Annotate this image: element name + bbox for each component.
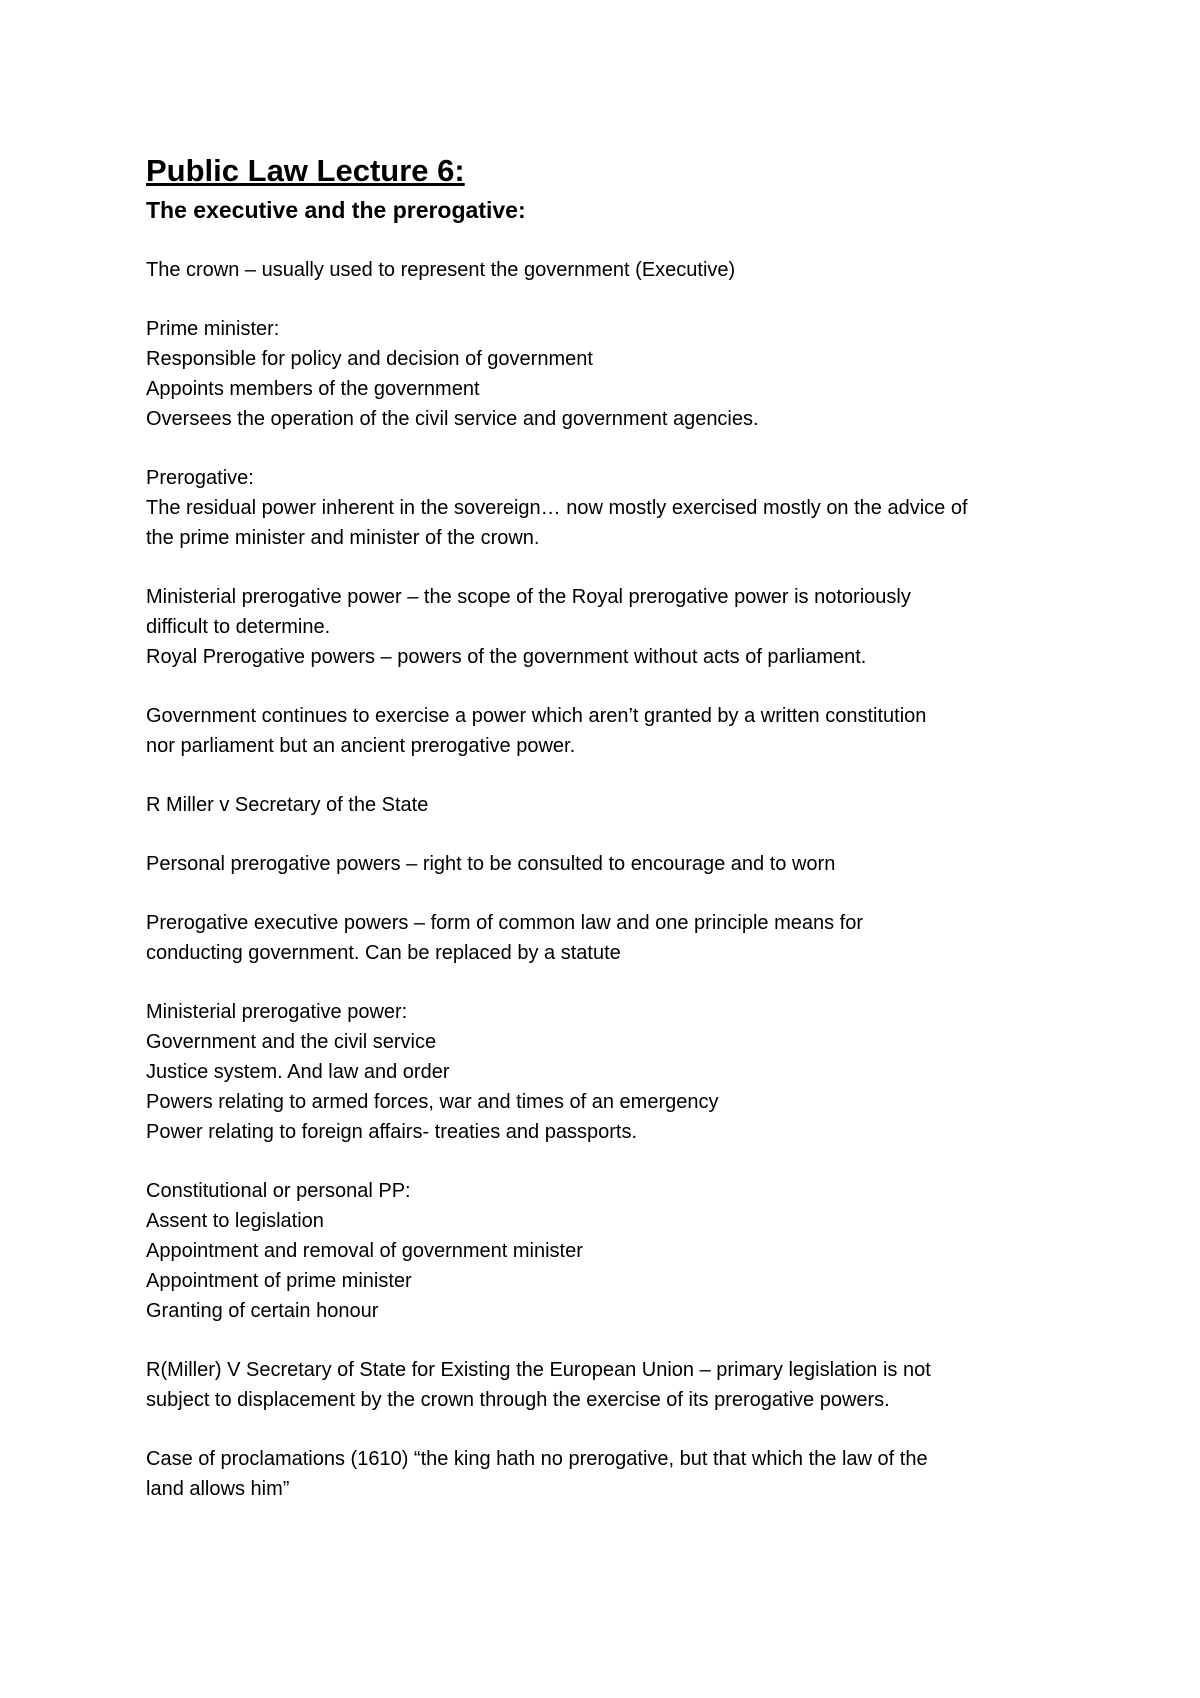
government-continues-line: nor parliament but an ancient prerogative power. <box>146 735 576 757</box>
miller-eu-line: R(Miller) V Secretary of State for Existing the European Union – primary legislation is not <box>146 1359 931 1381</box>
proclamations-line: Case of proclamations (1610) “the king hath no prerogative, but that which the law of the <box>146 1448 928 1470</box>
ministerial-list-item: Power relating to foreign affairs- treaties and passports. <box>146 1121 637 1143</box>
miller-eu-line: subject to displacement by the crown through the exercise of its prerogative powers. <box>146 1389 890 1411</box>
constitutional-list-heading: Constitutional or personal PP: <box>146 1180 411 1202</box>
ministerial-scope-line: Ministerial prerogative power – the scope of the Royal prerogative power is notoriously <box>146 586 911 608</box>
executive-powers-line: Prerogative executive powers – form of common law and one principle means for <box>146 912 864 934</box>
document-body <box>146 152 1086 1504</box>
ministerial-list-heading: Ministerial prerogative power: <box>146 1001 408 1023</box>
case-miller-line: R Miller v Secretary of the State <box>146 794 429 816</box>
proclamations-line: land allows him” <box>146 1478 290 1500</box>
ministerial-list-item: Government and the civil service <box>146 1031 437 1053</box>
ministerial-list-item: Justice system. And law and order <box>146 1061 450 1083</box>
pm-line: Appoints members of the government <box>146 378 480 400</box>
prerogative-heading: Prerogative: <box>146 467 254 489</box>
document-subtitle: The executive and the prerogative: <box>146 197 526 223</box>
pm-line: Responsible for policy and decision of government <box>146 348 593 370</box>
crown-line: The crown – usually used to represent the government (Executive) <box>146 259 736 281</box>
constitutional-list-item: Granting of certain honour <box>146 1300 379 1322</box>
personal-powers-line: Personal prerogative powers – right to be consulted to encourage and to worn <box>146 853 836 875</box>
pm-heading: Prime minister: <box>146 318 280 340</box>
prerogative-line: the prime minister and minister of the crown. <box>146 527 540 549</box>
pm-line: Oversees the operation of the civil service and government agencies. <box>146 408 759 430</box>
ministerial-list-item: Powers relating to armed forces, war and times of an emergency <box>146 1091 719 1113</box>
prerogative-line: The residual power inherent in the sovereign… now mostly exercised mostly on the advice of <box>146 497 968 519</box>
government-continues-line: Government continues to exercise a power which aren’t granted by a written constitution <box>146 705 927 727</box>
constitutional-list-item: Appointment of prime minister <box>146 1270 412 1292</box>
executive-powers-line: conducting government. Can be replaced by a statute <box>146 942 621 964</box>
constitutional-list-item: Appointment and removal of government minister <box>146 1240 583 1262</box>
constitutional-list-item: Assent to legislation <box>146 1210 324 1232</box>
ministerial-scope-line: difficult to determine. <box>146 616 331 638</box>
document-title: Public Law Lecture 6: <box>146 153 465 188</box>
ministerial-scope-line: Royal Prerogative powers – powers of the government without acts of parliament. <box>146 646 867 668</box>
